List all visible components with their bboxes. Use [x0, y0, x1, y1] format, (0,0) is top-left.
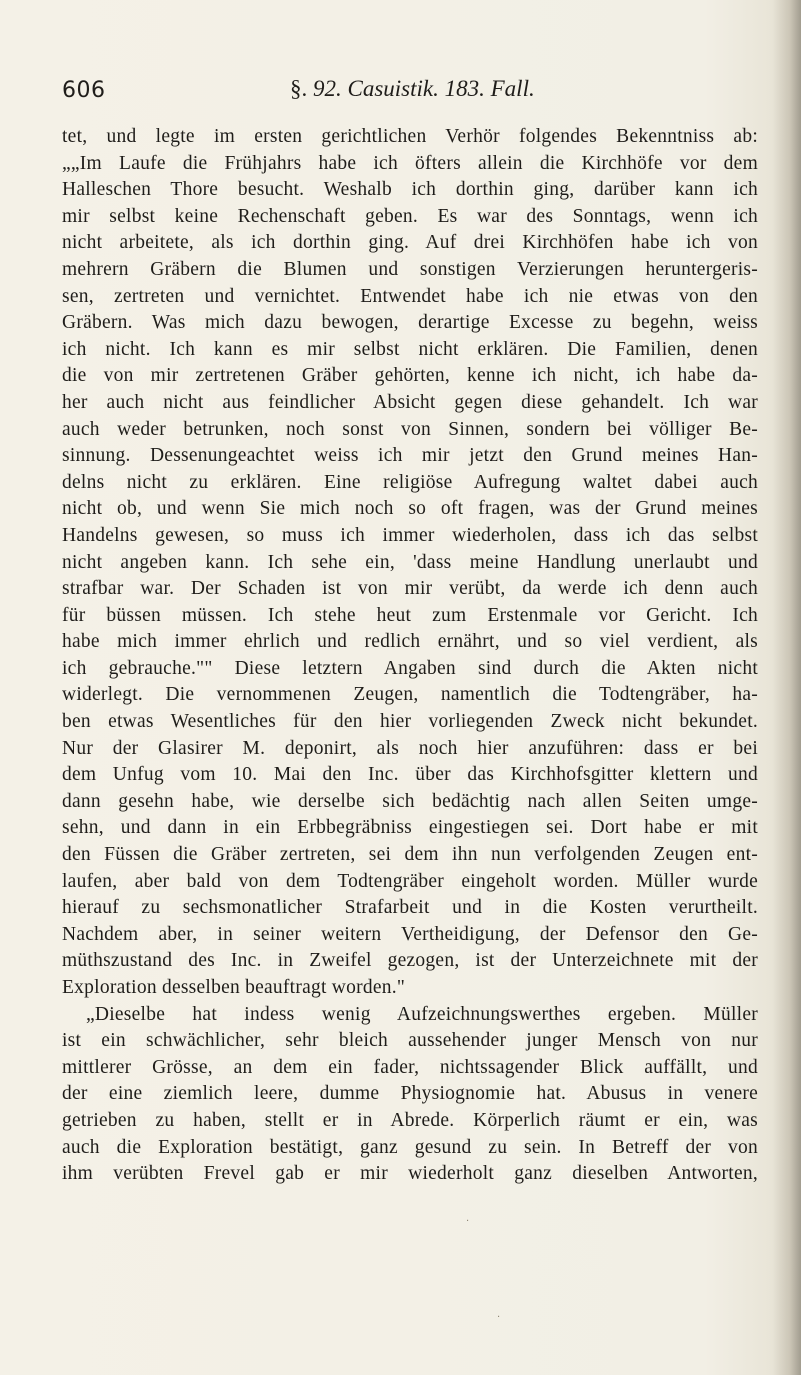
text-line: die von mir zertretenen Gräber gehörten, kenne ich nicht, ich habe da-	[62, 365, 758, 387]
case-label: Fall.	[490, 76, 535, 101]
text-line: sen, zertreten und vernichtet. Entwendet habe ich nie etwas von den	[62, 285, 758, 307]
text-line: delns nicht zu erklären. Eine religiöse Aufregung waltet dabei auch	[62, 471, 758, 493]
text-line: Nachdem aber, in seiner weitern Vertheidigung, der Defensor den Ge-	[62, 923, 758, 945]
page-edge-shadow	[773, 0, 801, 1375]
text-line: hierauf zu sechsmonatlicher Strafarbeit und in die Kosten verurtheilt.	[62, 897, 758, 919]
text-line: nicht ob, und wenn Sie mich noch so oft fragen, was der Grund meines	[62, 498, 758, 520]
text-line: Exploration desselben beauftragt worden."	[62, 977, 406, 998]
text-line: mittlerer Grösse, an dem ein fader, nichtssagender Blick auffällt, und	[62, 1056, 758, 1078]
text-line: „Dieselbe hat indess wenig Aufzeichnungswerthes ergeben. Müller	[86, 1003, 758, 1025]
section-title: Casuistik.	[347, 76, 439, 101]
text-line: Halleschen Thore besucht. Weshalb ich dorthin ging, darüber kann ich	[62, 179, 758, 201]
print-speck: ·	[466, 1216, 470, 1227]
text-line: nicht arbeitete, als ich dorthin ging. Auf drei Kirchhöfen habe ich von	[62, 232, 758, 254]
text-line: sinnung. Dessenungeachtet weiss ich mir jetzt den Grund meines Han-	[62, 445, 758, 467]
text-line: ist ein schwächlicher, sehr bleich aussehender junger Mensch von nur	[62, 1030, 758, 1052]
running-head	[290, 76, 535, 102]
text-line: dem Unfug vom 10. Mai den Inc. über das Kirchhofsgitter klettern und	[62, 764, 758, 786]
case-number: 183.	[444, 76, 485, 101]
text-line: getrieben zu haben, stellt er in Abrede. Körperlich räumt er ein, was	[62, 1109, 758, 1131]
text-line: strafbar war. Der Schaden ist von mir verübt, da werde ich denn auch	[62, 578, 758, 600]
text-line: Nur der Glasirer M. deponirt, als noch hier anzuführen: dass er bei	[62, 737, 758, 759]
section-number: 92.	[313, 76, 342, 101]
print-speck: ·	[497, 1312, 501, 1323]
text-line: ihm verübten Frevel gab er mir wiederholt ganz dieselben Antworten,	[62, 1163, 758, 1185]
section-symbol: §.	[290, 76, 308, 101]
text-line: für büssen müssen. Ich stehe heut zum Erstenmale vor Gericht. Ich	[62, 604, 758, 626]
text-line: her auch nicht aus feindlicher Absicht gegen diese gehandelt. Ich war	[62, 391, 758, 413]
text-line: müthszustand des Inc. in Zweifel gezogen, ist der Unterzeichnete mit der	[62, 950, 758, 972]
text-line: tet, und legte im ersten gerichtlichen Verhör folgendes Bekenntniss ab:	[62, 126, 758, 147]
text-line: mehrern Gräbern die Blumen und sonstigen Verzierungen heruntergeris-	[62, 258, 758, 280]
text-line: ich gebrauche."" Diese letztern Angaben sind durch die Akten nicht	[62, 657, 758, 679]
text-line: dann gesehn habe, wie derselbe sich bedächtig nach allen Seiten umge-	[62, 790, 758, 812]
text-line: sehn, und dann in ein Erbbegräbniss eingestiegen sei. Dort habe er mit	[62, 817, 758, 839]
text-line: mir selbst keine Rechenschaft geben. Es war des Sonntags, wenn ich	[62, 205, 758, 227]
text-line: ich nicht. Ich kann es mir selbst nicht erklären. Die Familien, denen	[62, 338, 758, 360]
text-line: widerlegt. Die vernommenen Zeugen, namentlich die Todtengräber, ha-	[62, 684, 758, 706]
text-line: Gräbern. Was mich dazu bewogen, derartige Excesse zu begehn, weiss	[62, 312, 758, 334]
text-line: nicht angeben kann. Ich sehe ein, 'dass meine Handlung unerlaubt und	[62, 551, 758, 573]
page-header	[62, 72, 742, 112]
text-line: der eine ziemlich leere, dumme Physiognomie hat. Abusus in venere	[62, 1083, 758, 1105]
text-line: „„Im Laufe die Frühjahrs habe ich öfters allein die Kirchhöfe vor dem	[62, 152, 758, 174]
text-line: auch weder betrunken, noch sonst von Sinnen, sondern bei völliger Be-	[62, 418, 758, 440]
body-text	[62, 124, 758, 1188]
text-line: auch die Exploration bestätigt, ganz gesund zu sein. In Betreff der von	[62, 1136, 758, 1158]
text-line: Handelns gewesen, so muss ich immer wiederholen, dass ich das selbst	[62, 524, 758, 546]
text-line: laufen, aber bald von dem Todtengräber eingeholt worden. Müller wurde	[62, 870, 758, 892]
text-line: habe mich immer ehrlich und redlich ernährt, und so viel verdient, als	[62, 631, 758, 653]
text-line: den Füssen die Gräber zertreten, sei dem ihn nun verfolgenden Zeugen ent-	[62, 844, 758, 866]
text-line: ben etwas Wesentliches für den hier vorliegenden Zweck nicht bekundet.	[62, 711, 758, 733]
page-number: 606	[62, 78, 106, 103]
